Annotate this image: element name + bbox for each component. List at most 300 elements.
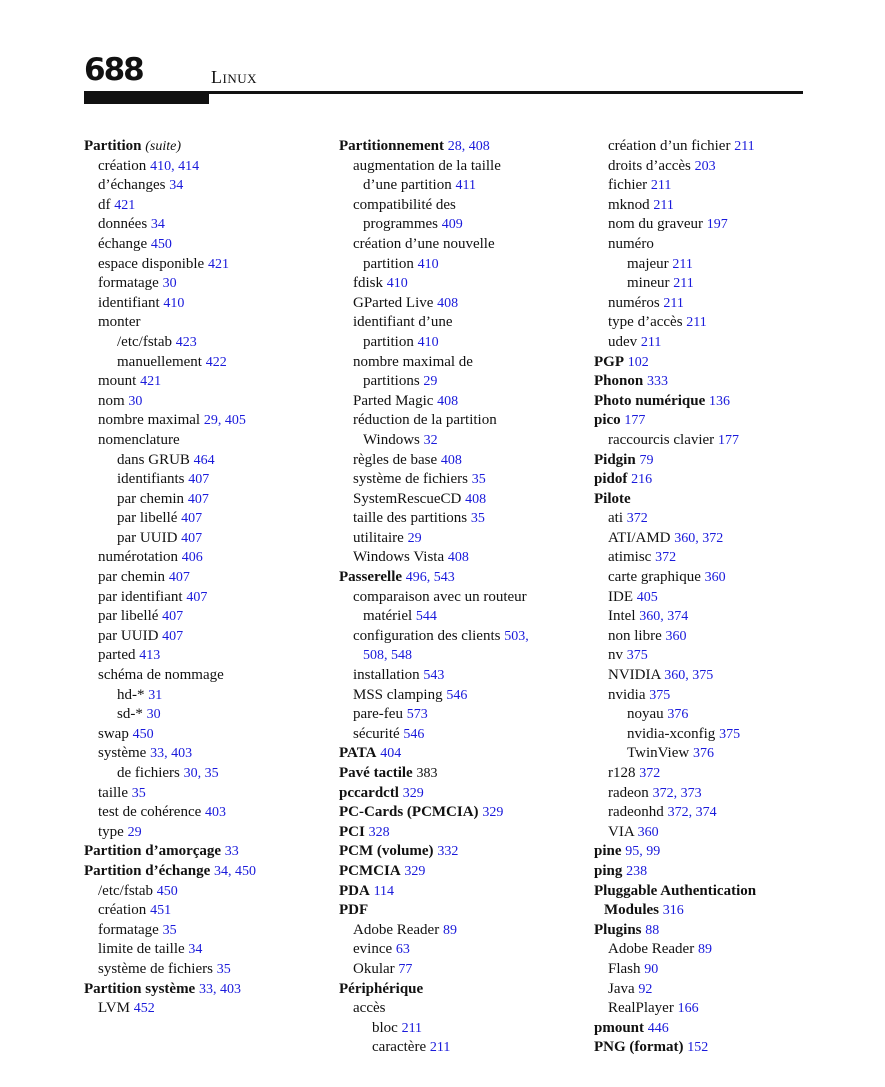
page-reference-link[interactable]: 92 <box>638 981 653 997</box>
index-column-3 <box>594 137 814 1058</box>
index-term: Passerelle <box>339 569 403 586</box>
index-entry <box>339 980 584 1000</box>
page-reference-link[interactable]: 407 <box>186 589 208 605</box>
index-entry <box>339 451 584 471</box>
index-entry <box>594 862 814 882</box>
index-entry <box>339 940 584 960</box>
page-reference-link[interactable]: 360 <box>665 628 687 644</box>
index-term: création <box>98 157 147 174</box>
index-term: taille <box>98 784 128 801</box>
page-reference-link[interactable]: 211 <box>672 256 693 272</box>
index-term: pccardctl <box>339 784 399 801</box>
index-entry <box>84 157 329 177</box>
index-term: réduction de la partition <box>353 412 497 429</box>
page-reference-link[interactable]: 30 <box>128 393 143 409</box>
page-reference-link[interactable]: 360, 372 <box>674 530 724 546</box>
page-reference-link[interactable]: 29 <box>423 374 438 390</box>
page-reference-link[interactable]: 407 <box>162 609 184 625</box>
page-reference-link[interactable]: 34 <box>169 178 184 194</box>
page-reference-link[interactable]: 35 <box>162 922 177 938</box>
page-reference-link[interactable]: 329 <box>404 863 426 879</box>
index-term: VIA <box>608 823 634 840</box>
index-entry <box>594 196 814 216</box>
index-entry <box>594 784 814 804</box>
index-term: taille des partitions <box>353 510 468 527</box>
index-entry <box>339 666 584 686</box>
page-reference-link[interactable]: 79 <box>639 452 654 468</box>
page-reference-link[interactable]: 35 <box>470 511 485 527</box>
index-term: système de fichiers <box>98 960 213 977</box>
page-reference-link[interactable]: 102 <box>627 354 649 370</box>
page-number: 688 <box>84 52 143 88</box>
page-reference-link[interactable]: 360, 374 <box>639 609 689 625</box>
page-reference-link[interactable]: 30, 35 <box>183 766 219 781</box>
index-column-1 <box>84 137 329 1019</box>
page-reference-link[interactable]: 211 <box>650 178 672 194</box>
index-entry <box>339 803 584 823</box>
index-entry <box>339 646 584 666</box>
index-entry <box>594 215 814 235</box>
index-entry <box>339 1019 584 1039</box>
page-reference-link[interactable]: 32 <box>423 432 438 448</box>
index-term: numéros <box>608 294 660 311</box>
index-entry <box>594 940 814 960</box>
page-reference-link[interactable]: 166 <box>677 1001 699 1017</box>
page-reference-link[interactable]: 329 <box>402 785 424 801</box>
index-term: type <box>98 823 124 840</box>
page-reference-link[interactable]: 413 <box>139 648 161 664</box>
index-term: swap <box>98 725 129 742</box>
index-term: fichier <box>608 177 648 194</box>
index-entry <box>594 744 814 764</box>
index-entry <box>594 353 814 373</box>
page-reference-link[interactable]: 211 <box>734 139 755 154</box>
page-reference-link[interactable]: 238 <box>626 863 648 879</box>
index-term: non libre <box>608 627 662 644</box>
page-reference-link[interactable]: 329 <box>482 805 504 821</box>
index-term: Photo numérique <box>594 392 706 409</box>
index-term: échange <box>98 235 148 252</box>
page-reference-link[interactable]: 372, 373 <box>652 785 702 801</box>
index-term: numérotation <box>98 549 178 566</box>
page-reference-link[interactable]: 408 <box>465 491 487 507</box>
index-column-2 <box>339 137 584 1058</box>
index-term: Partition <box>84 138 142 154</box>
index-entry <box>84 940 329 960</box>
index-term: nomenclature <box>98 431 180 448</box>
index-entry <box>339 431 584 451</box>
page-reference-link[interactable]: 95, 99 <box>625 844 661 860</box>
page-reference-link[interactable]: 372 <box>639 766 661 781</box>
index-entry <box>84 921 329 941</box>
index-entry <box>339 157 584 177</box>
index-entry <box>339 764 584 784</box>
index-entry <box>594 372 814 392</box>
page-reference-link[interactable]: 446 <box>647 1020 669 1036</box>
page-reference-link[interactable]: 34 <box>150 217 165 233</box>
index-term: Adobe Reader <box>353 921 440 938</box>
page-reference-link[interactable]: 376 <box>667 707 689 723</box>
page-reference-link[interactable]: 360 <box>704 570 726 586</box>
page-reference-link[interactable]: 409 <box>441 217 463 233</box>
page-reference-link[interactable]: 407 <box>181 530 203 546</box>
index-entry <box>339 686 584 706</box>
page-reference-link[interactable]: 197 <box>706 217 728 233</box>
page-reference-link[interactable]: 89 <box>697 942 712 958</box>
page-reference-link[interactable]: 33, 403 <box>150 746 193 762</box>
index-entry <box>594 764 814 784</box>
page-reference-link[interactable]: 546 <box>446 687 468 703</box>
index-term: atimisc <box>608 549 652 566</box>
page-reference-link[interactable]: 30 <box>146 707 161 723</box>
page-reference-link[interactable]: 211 <box>673 276 694 292</box>
index-term: LVM <box>98 1000 130 1017</box>
index-entry <box>84 725 329 745</box>
index-term: nombre maximal <box>98 412 201 429</box>
page-reference-link[interactable]: 503, <box>504 628 529 644</box>
index-entry <box>84 960 329 980</box>
index-entry <box>339 725 584 745</box>
page-reference-link[interactable]: 77 <box>398 961 413 977</box>
page-reference-link[interactable]: 410, 414 <box>150 158 200 174</box>
index-entry <box>339 196 584 216</box>
index-entry <box>84 744 329 764</box>
index-term: nom du graveur <box>608 216 703 233</box>
index-entry <box>339 882 584 902</box>
index-term: Partition d’échange <box>84 862 211 879</box>
index-term: système de fichiers <box>353 471 468 488</box>
page-reference-link[interactable]: 31 <box>148 687 163 703</box>
index-entry <box>339 548 584 568</box>
index-term: manuellement <box>117 353 202 370</box>
page-reference-link[interactable]: 372, 374 <box>667 805 717 821</box>
index-entry <box>594 588 814 608</box>
index-term: ati <box>608 510 623 527</box>
index-term: NVIDIA <box>608 667 661 684</box>
index-entry <box>339 137 584 157</box>
page-reference-link[interactable]: 508, 548 <box>363 648 412 664</box>
index-entry <box>84 274 329 294</box>
index-term: df <box>98 196 111 213</box>
index-entry <box>339 333 584 353</box>
page-reference-link[interactable]: 422 <box>205 354 227 370</box>
index-entry <box>594 646 814 666</box>
page-reference-link[interactable]: 543 <box>423 668 445 684</box>
page-reference-link[interactable]: 546 <box>403 726 425 742</box>
index-term: IDE <box>608 588 633 605</box>
index-term: PDF <box>339 902 369 919</box>
index-entry <box>84 823 329 843</box>
index-term: /etc/fstab <box>117 333 172 350</box>
index-term: identifiant d’une <box>353 314 453 331</box>
index-term: d’une partition <box>363 177 452 194</box>
index-term: formatage <box>98 275 159 292</box>
page-reference-link[interactable]: 406 <box>181 550 203 566</box>
index-term: installation <box>353 667 420 684</box>
page-reference-link[interactable]: 372 <box>626 511 648 527</box>
page-reference-link[interactable]: 408 <box>437 393 459 409</box>
page-reference-link[interactable]: 410 <box>163 295 185 311</box>
page-reference-link[interactable]: 372 <box>655 550 677 566</box>
index-entry <box>339 921 584 941</box>
page-reference-link[interactable]: 450 <box>150 236 172 252</box>
index-term: PC-Cards (PCMCIA) <box>339 804 479 821</box>
index-term: utilitaire <box>353 529 404 546</box>
page-reference-link[interactable]: 375 <box>649 687 671 703</box>
index-term: partition <box>363 255 414 272</box>
page-reference-link[interactable]: 375 <box>626 648 648 664</box>
page-reference-link[interactable]: 408 <box>437 295 459 311</box>
page-reference-link[interactable]: 423 <box>175 334 197 350</box>
index-entry <box>594 255 814 275</box>
page-reference-link[interactable]: 35 <box>131 785 146 801</box>
index-entry <box>339 588 584 608</box>
page-reference-link[interactable]: 544 <box>415 609 437 625</box>
index-term: par UUID <box>98 627 159 644</box>
index-entry <box>84 568 329 588</box>
index-term: Pilote <box>594 490 631 507</box>
index-term: /etc/fstab <box>98 882 153 899</box>
page-reference-link[interactable]: 410 <box>386 276 408 292</box>
index-entry <box>84 176 329 196</box>
index-term: nvidia <box>608 686 646 703</box>
index-term: comparaison avec un routeur <box>353 588 527 605</box>
page-reference-link[interactable]: 316 <box>662 903 684 919</box>
page-reference-link[interactable]: 407 <box>188 472 210 488</box>
index-term: type d’accès <box>608 314 683 331</box>
index-term: PCMCIA <box>339 862 401 879</box>
index-entry <box>594 451 814 471</box>
index-entry <box>84 137 329 157</box>
index-entry <box>339 509 584 529</box>
index-entry <box>339 960 584 980</box>
index-term: PCM (volume) <box>339 843 434 860</box>
index-entry <box>84 705 329 725</box>
page-reference-link[interactable]: 332 <box>437 844 459 860</box>
index-entry <box>594 470 814 490</box>
index-entry <box>84 784 329 804</box>
index-entry <box>84 764 329 784</box>
page-reference-link[interactable]: 405 <box>636 589 658 605</box>
index-term: schéma de nommage <box>98 667 224 684</box>
index-term: udev <box>608 333 638 350</box>
page-reference-link[interactable]: 333 <box>646 374 668 390</box>
page-reference-link[interactable]: 573 <box>406 707 428 723</box>
index-term: r128 <box>608 765 636 781</box>
index-entry <box>594 999 814 1019</box>
index-term: ATI/AMD <box>608 529 671 546</box>
index-term: Windows Vista <box>353 549 445 566</box>
page-reference-link[interactable]: 375 <box>719 726 741 742</box>
index-term: evince <box>353 941 393 958</box>
page-reference-link[interactable]: 450 <box>132 726 154 742</box>
index-entry <box>339 294 584 314</box>
page-reference-link[interactable]: 211 <box>401 1020 423 1036</box>
index-term: formatage <box>98 921 159 938</box>
page-reference-link[interactable]: 211 <box>663 295 684 311</box>
index-term: Partitionnement <box>339 138 444 154</box>
index-entry <box>594 313 814 333</box>
index-term: pine <box>594 843 622 860</box>
page-reference-link[interactable]: 328 <box>368 824 390 840</box>
index-entry <box>594 686 814 706</box>
index-entry <box>594 842 814 862</box>
index-term: sécurité <box>353 725 400 742</box>
page-reference-link[interactable]: 33 <box>224 844 239 860</box>
page-reference-link[interactable]: 403 <box>205 805 227 821</box>
page-reference-link[interactable]: 29 <box>127 824 142 840</box>
page-reference-link[interactable]: 211 <box>429 1040 451 1056</box>
index-entry <box>339 411 584 431</box>
page-reference-link[interactable]: 360, 375 <box>664 668 714 684</box>
index-entry <box>594 725 814 745</box>
index-entry <box>339 353 584 373</box>
page-reference-link[interactable]: 35 <box>216 961 231 977</box>
page-reference-link[interactable]: 28, 408 <box>447 139 490 154</box>
index-entry <box>594 157 814 177</box>
index-entry <box>594 235 814 255</box>
page-reference-link[interactable]: 177 <box>717 432 739 448</box>
page-reference-link[interactable]: 421 <box>140 374 162 390</box>
index-entry <box>84 803 329 823</box>
index-term: pidof <box>594 471 628 488</box>
index-term: test de cohérence <box>98 804 202 821</box>
index-term: Partition système <box>84 980 196 997</box>
index-term: radeonhd <box>608 804 664 821</box>
index-entry <box>84 411 329 431</box>
index-term: PNG (format) <box>594 1039 684 1056</box>
page-reference-link[interactable]: 408 <box>440 452 462 468</box>
index-entry <box>84 196 329 216</box>
index-term: mknod <box>608 196 650 213</box>
index-entry <box>84 470 329 490</box>
page-reference-link[interactable]: 34, 450 <box>213 863 256 879</box>
page-reference-link[interactable]: 152 <box>687 1040 709 1056</box>
index-entry <box>594 568 814 588</box>
index-entry <box>339 705 584 725</box>
index-entry <box>84 490 329 510</box>
page-reference-link[interactable]: 452 <box>133 1001 155 1017</box>
index-term: matériel <box>363 608 413 625</box>
index-entry <box>84 509 329 529</box>
page-reference-link[interactable]: 177 <box>624 413 646 429</box>
index-entry <box>594 921 814 941</box>
index-term: création d’une nouvelle <box>353 235 495 252</box>
index-entry <box>84 588 329 608</box>
index-term: nv <box>608 647 623 664</box>
index-entry <box>339 999 584 1019</box>
index-entry <box>339 607 584 627</box>
index-entry <box>594 882 814 902</box>
page-reference-link[interactable]: 496, 543 <box>405 570 455 586</box>
index-entry <box>84 666 329 686</box>
index-entry <box>594 627 814 647</box>
page-reference-link[interactable]: 114 <box>373 883 395 899</box>
page-reference-link[interactable]: 464 <box>193 452 215 468</box>
index-entry <box>84 353 329 373</box>
index-entry <box>594 1019 814 1039</box>
page-reference-link[interactable]: 407 <box>168 570 190 586</box>
index-entry <box>84 646 329 666</box>
index-entry <box>594 274 814 294</box>
index-term: nom <box>98 392 125 409</box>
page-reference-link[interactable]: 33, 403 <box>198 981 241 997</box>
header-rule-block <box>84 94 209 104</box>
index-term: Parted Magic <box>353 392 434 409</box>
page-reference-link[interactable]: 29, 405 <box>203 413 246 429</box>
index-entry <box>594 901 814 921</box>
page-reference-link[interactable]: 211 <box>640 334 662 350</box>
page-reference-link[interactable]: 88 <box>645 922 660 938</box>
index-entry <box>339 470 584 490</box>
index-entry <box>339 823 584 843</box>
page-reference-link[interactable]: 407 <box>162 628 184 644</box>
index-term: Java <box>608 980 635 997</box>
page-reference-link[interactable]: 451 <box>150 903 172 919</box>
index-term: par identifiant <box>98 588 183 605</box>
page-reference-link[interactable]: 450 <box>156 883 178 899</box>
page-reference-link[interactable]: 35 <box>471 472 486 488</box>
page-reference-link[interactable]: 404 <box>380 746 402 762</box>
index-entry <box>594 960 814 980</box>
page-reference-link[interactable]: 203 <box>694 158 716 174</box>
page-reference-link[interactable]: 408 <box>447 550 469 566</box>
index-term: accès <box>353 1000 386 1017</box>
page-reference-link[interactable]: 211 <box>653 197 674 213</box>
page-reference-link[interactable]: 410 <box>417 334 439 350</box>
index-term: MSS clamping <box>353 686 443 703</box>
index-entry <box>84 392 329 412</box>
page-reference-link[interactable]: 407 <box>181 511 203 527</box>
index-term: Plugins <box>594 921 642 938</box>
index-term: GParted Live <box>353 294 434 311</box>
index-term: identifiants <box>117 471 185 488</box>
index-term: droits d’accès <box>608 157 691 174</box>
page-reference-link[interactable]: 136 <box>709 393 731 409</box>
page-reference-link[interactable]: 421 <box>114 197 136 213</box>
page-reference-link[interactable]: 30 <box>162 276 177 292</box>
page-reference-link[interactable]: 90 <box>644 961 659 977</box>
page-reference-link[interactable]: 211 <box>686 315 707 331</box>
index-term: ping <box>594 862 623 879</box>
page-reference-link[interactable]: 216 <box>631 472 653 488</box>
page-reference-link[interactable]: 360 <box>637 824 659 840</box>
index-term: pare-feu <box>353 706 403 723</box>
index-entry <box>84 333 329 353</box>
index-term: RealPlayer <box>608 1000 674 1017</box>
index-entry <box>594 607 814 627</box>
index-entry <box>84 235 329 255</box>
index-term: Okular <box>353 960 395 977</box>
index-term: par chemin <box>117 490 185 507</box>
index-entry <box>594 392 814 412</box>
page-reference-link[interactable]: 89 <box>442 922 457 938</box>
page-reference-link[interactable]: 376 <box>692 746 714 762</box>
page-reference-link[interactable]: 63 <box>395 942 410 958</box>
index-term: PATA <box>339 745 377 762</box>
page-reference-link[interactable]: 34 <box>188 942 203 958</box>
index-entry <box>594 705 814 725</box>
page-reference-link[interactable]: 407 <box>187 491 209 507</box>
page-reference-link[interactable]: 410 <box>417 256 439 272</box>
index-term: radeon <box>608 784 649 801</box>
page-reference-link[interactable]: 421 <box>207 256 229 272</box>
index-term: SystemRescueCD <box>353 490 462 507</box>
index-entry <box>339 313 584 333</box>
page-reference-link[interactable]: 29 <box>407 530 422 546</box>
index-term: par libellé <box>98 608 159 625</box>
page-reference-link[interactable]: 411 <box>455 178 476 194</box>
